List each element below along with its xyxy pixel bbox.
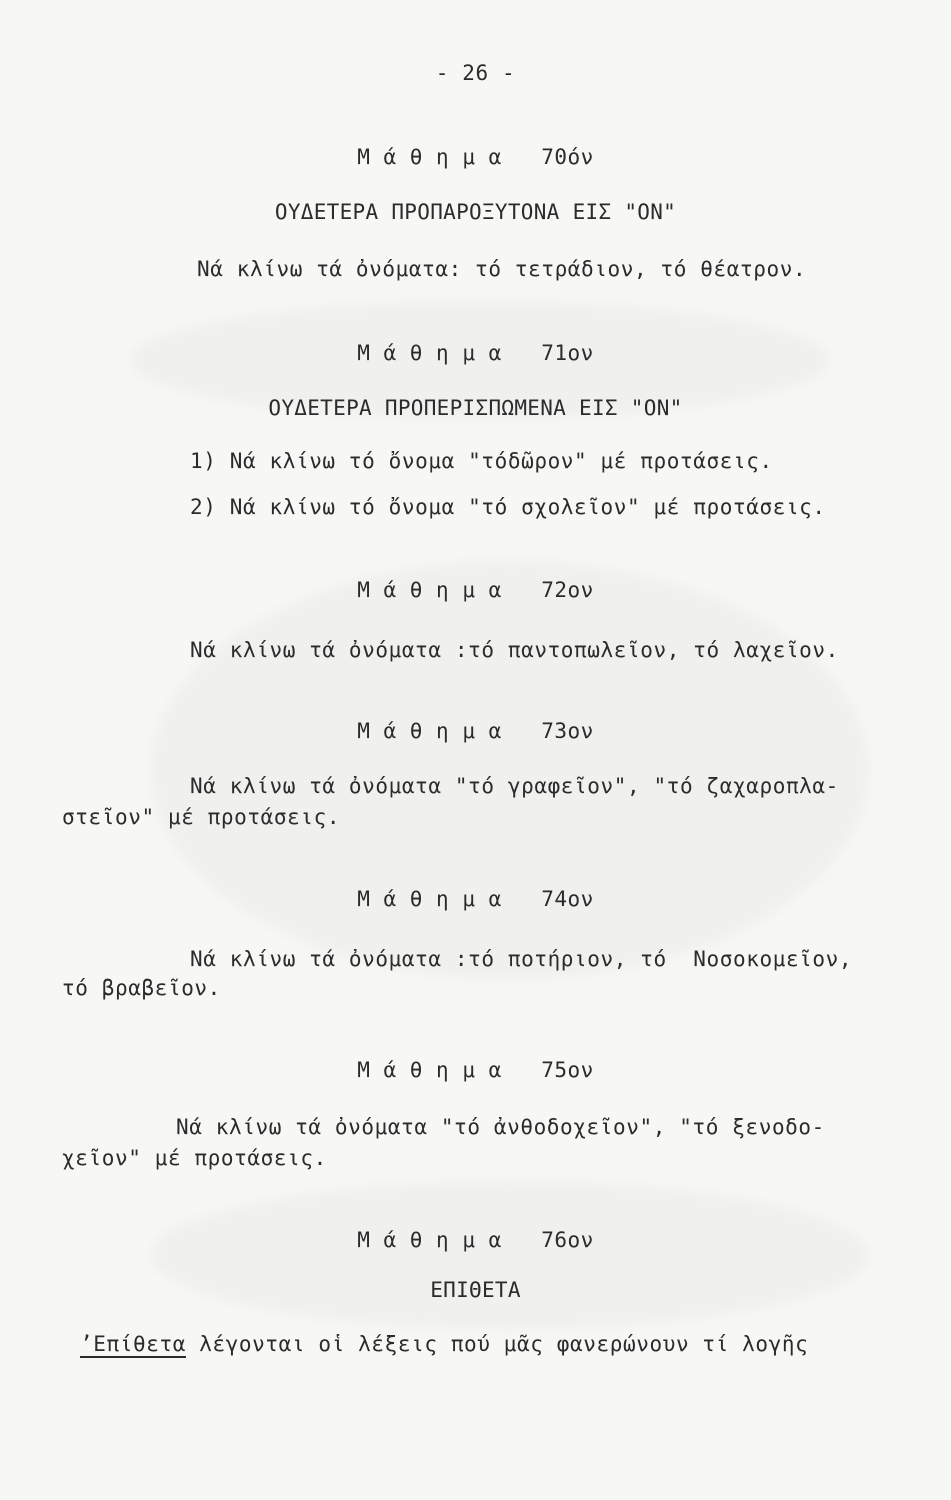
lesson-71-heading: ΟΥΔΕΤΕΡΑ ΠΡΟΠΕΡΙΣΠΩΜΕΝΑ ΕΙΣ "ΟΝ" [268, 396, 683, 420]
lesson-71-line-1: 1) Νά κλίνω τό ὄνομα "τόδῶρον" μέ προτάσεις. [190, 449, 773, 473]
show-through-smudge [150, 1180, 870, 1330]
lesson-70-heading: ΟΥΔΕΤΕΡΑ ΠΡΟΠΑΡΟΞΥΤΟΝΑ ΕΙΣ "ΟΝ" [274, 200, 677, 224]
lesson-72-title: Μ ά θ η μ α 72ον [357, 578, 594, 602]
line-rest: λέγονται οἱ λέξεις πού μᾶς φανερώνουν τί λογῆς [185, 1332, 809, 1356]
show-through-smudge [150, 560, 870, 980]
lesson-74-title: Μ ά θ η μ α 74ον [357, 887, 594, 911]
lesson-75-line-1: Νά κλίνω τά ὀνόματα "τό ἀνθοδοχεῖον", "τό ξενοδο- [176, 1115, 825, 1139]
lesson-73-title: Μ ά θ η μ α 73ον [357, 719, 594, 743]
lesson-73-line-1: Νά κλίνω τά ὀνόματα "τό γραφεῖον", "τό ζαχαροπλα- [190, 774, 839, 798]
lesson-73-line-2: στεῖον" μέ προτάσεις. [62, 805, 341, 829]
lesson-74-line-1: Νά κλίνω τά ὀνόματα :τό ποτήριον, τό Νοσοκομεῖον, [190, 947, 853, 971]
lesson-70-title: Μ ά θ η μ α 70όν [357, 145, 594, 169]
lesson-75-title: Μ ά θ η μ α 75ον [357, 1058, 594, 1082]
lesson-71-line-2: 2) Νά κλίνω τό ὄνομα "τό σχολεῖον" μέ προτάσεις. [190, 495, 826, 519]
lesson-76-title: Μ ά θ η μ α 76ον [357, 1228, 594, 1252]
lesson-75-line-2: χεῖον" μέ προτάσεις. [62, 1146, 327, 1170]
page-number: - 26 - [435, 61, 516, 85]
lesson-70-line-1: Νά κλίνω τά ὀνόματα: τό τετράδιον, τό θέατρον. [197, 257, 807, 281]
lesson-72-line-1: Νά κλίνω τά ὀνόματα :τό παντοπωλεῖον, τό λαχεῖον. [190, 638, 839, 662]
lesson-74-line-2: τό βραβεῖον. [62, 976, 221, 1000]
lesson-76-heading: ΕΠΙΘΕΤΑ [430, 1278, 521, 1302]
underlined-term: ’Επίθετα [80, 1332, 186, 1356]
lesson-71-title: Μ ά θ η μ α 71ον [357, 341, 594, 365]
lesson-76-line-1 [80, 1331, 808, 1357]
